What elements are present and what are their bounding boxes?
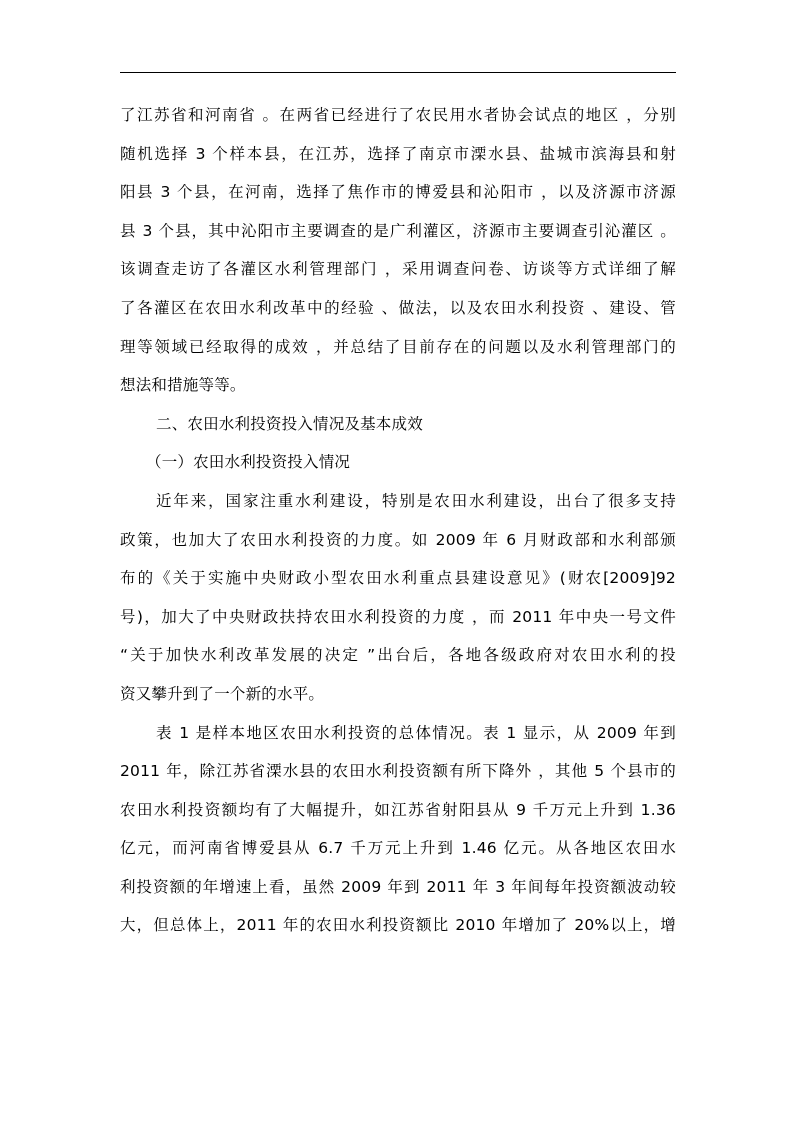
- text-line: 布的《关于实施中央财政小型农田水利重点县建设意见》(财农[2009]92: [120, 569, 676, 588]
- text-line: 2011 年，除江苏省溧水县的农田水利投资额有所下降外 ，其他 5 个县市的: [120, 762, 676, 781]
- text-line: 了江苏省和河南省 。在两省已经进行了农民用水者协会试点的地区 ，分别: [120, 106, 676, 124]
- text-line: 利投资额的年增速上看，虽然 2009 年到 2011 年 3 年间每年投资额波动较: [120, 877, 676, 896]
- text-line: 该调查走访了各灌区水利管理部门 ，采用调查问卷、访谈等方式详细了解: [120, 260, 676, 279]
- text-line: 县 3 个县，其中沁阳市主要调查的是广利灌区，济源市主要调查引沁灌区 。: [120, 221, 676, 240]
- subsection-heading: （一）农田水利投资投入情况: [146, 453, 351, 472]
- text-line: 随机选择 3 个样本县，在江苏，选择了南京市溧水县、盐城市滨海县和射: [120, 144, 676, 163]
- text-line: 资又攀升到了一个新的水平。: [120, 684, 325, 703]
- paragraph-survey-method: [120, 96, 676, 405]
- text-line: 想法和措施等等。: [120, 376, 246, 395]
- text-line: 理等领域已经取得的成效 ，并总结了目前存在的问题以及水利管理部门的: [120, 337, 676, 356]
- paragraph-policy: [120, 482, 676, 714]
- section-heading: 二、农田水利投资投入情况及基本成效: [156, 414, 423, 433]
- text-line: 了各灌区在农田水利改革中的经验 、做法，以及农田水利投资 、建设、管: [120, 298, 676, 317]
- text-line: 表 1 是样本地区农田水利投资的总体情况。表 1 显示，从 2009 年到: [156, 723, 676, 742]
- text-line: “关于加快水利改革发展的决定 ”出台后，各地各级政府对农田水利的投: [120, 646, 676, 665]
- document-body: [120, 96, 676, 945]
- text-line: 农田水利投资额均有了大幅提升，如江苏省射阳县从 9 千万元上升到 1.36: [120, 800, 676, 819]
- text-line: 近年来，国家注重水利建设，特别是农田水利建设，出台了很多支持: [156, 491, 676, 510]
- text-line: 亿元，而河南省博爱县从 6.7 千万元上升到 1.46 亿元。从各地区农田水: [120, 839, 676, 858]
- paragraph-table-summary: [120, 714, 676, 946]
- text-line: 号)，加大了中央财政扶持农田水利投资的力度 ，而 2011 年中央一号文件: [120, 607, 676, 626]
- header-rule: [120, 72, 676, 73]
- text-line: 大，但总体上，2011 年的农田水利投资额比 2010 年增加了 20%以上，增: [120, 916, 676, 935]
- text-line: 阳县 3 个县，在河南，选择了焦作市的博爱县和沁阳市 ，以及济源市济源: [120, 183, 676, 202]
- text-line: 政策，也加大了农田水利投资的力度。如 2009 年 6 月财政部和水利部颁: [120, 530, 676, 549]
